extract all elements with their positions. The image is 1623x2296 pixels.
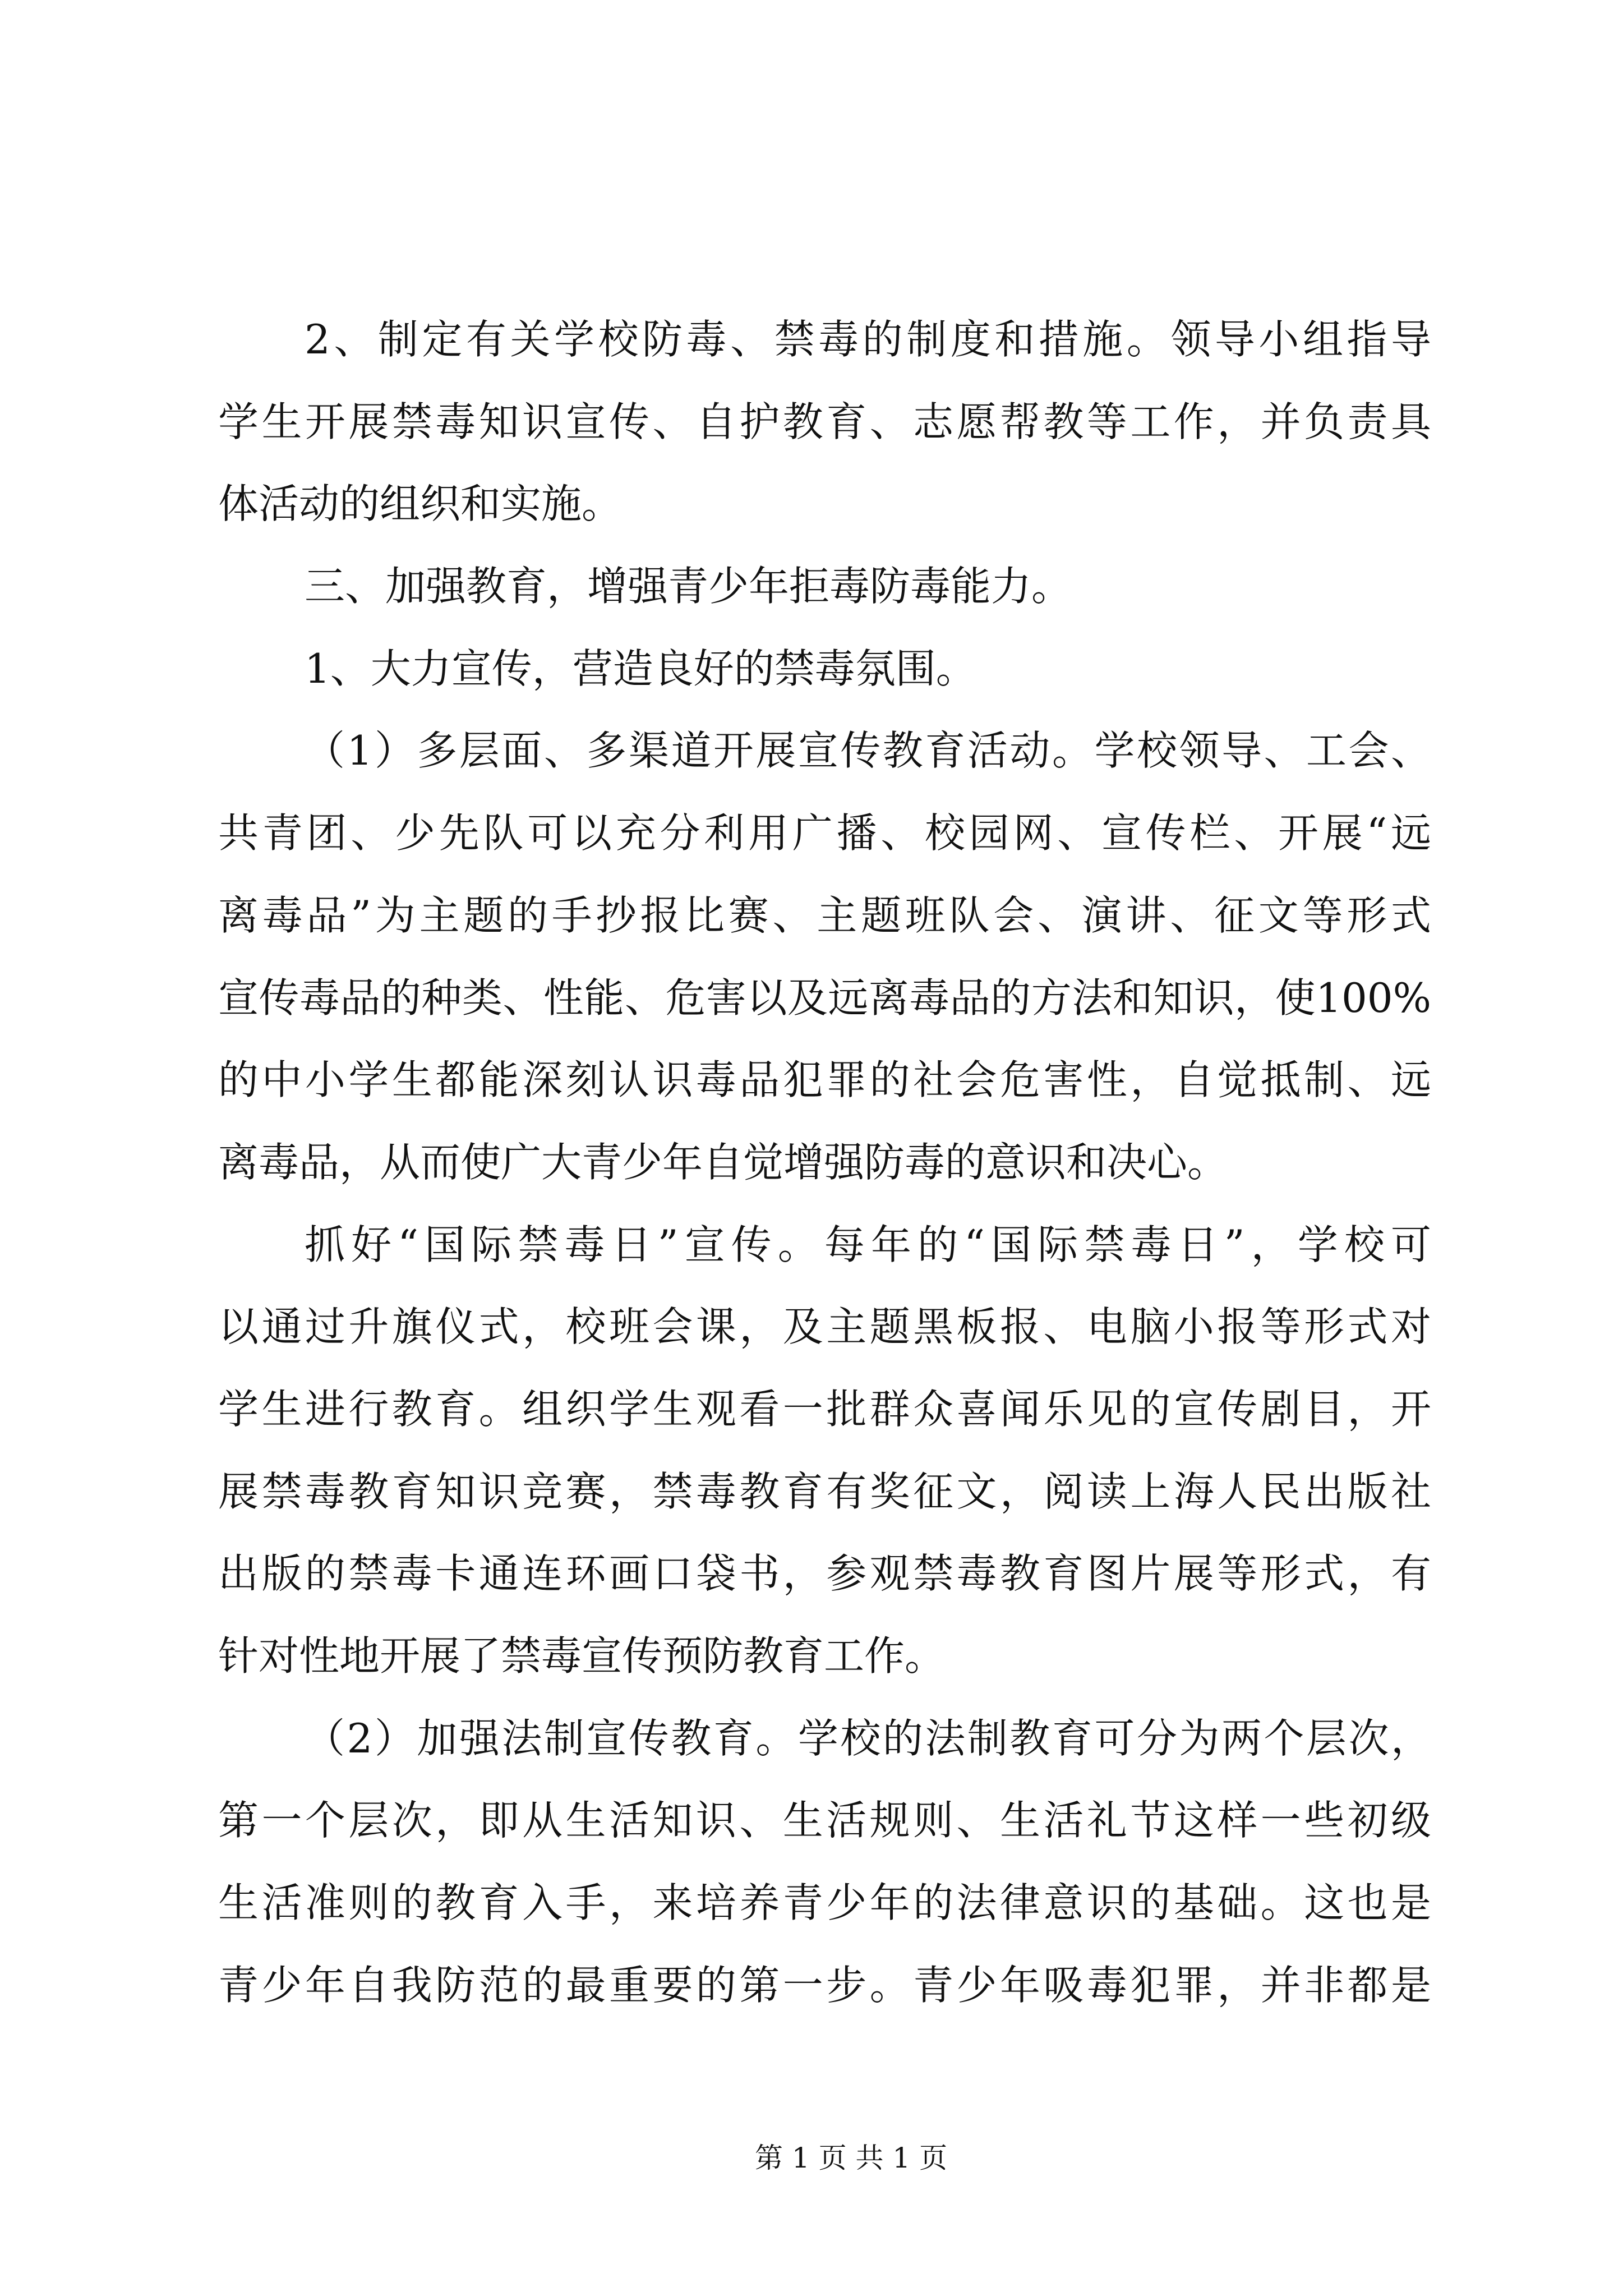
- paragraph-line: 体活动的组织和实施。: [218, 480, 623, 528]
- paragraph-line: 出版的禁毒卡通连环画口袋书，参观禁毒教育图片展等形式，有: [218, 1550, 1431, 1598]
- paragraph-line: 针对性地开展了禁毒宣传预防教育工作。: [218, 1632, 946, 1680]
- paragraph-line: 生活准则的教育入手，来培养青少年的法律意识的基础。这也是: [218, 1879, 1431, 1927]
- paragraph: [218, 298, 1431, 545]
- paragraph-line: 抓好“国际禁毒日”宣传。每年的“国际禁毒日”，学校可: [305, 1221, 1431, 1268]
- paragraph: [218, 1697, 1431, 2027]
- paragraph-line: 离毒品”为主题的手抄报比赛、主题班队会、演讲、征文等形式: [218, 891, 1431, 939]
- paragraph-line: 共青团、少先队可以充分利用广播、校园网、宣传栏、开展“远: [218, 809, 1431, 857]
- paragraph-line: 学生进行教育。组织学生观看一批群众喜闻乐见的宣传剧目，开: [218, 1385, 1431, 1433]
- paragraph-line: 展禁毒教育知识竞赛，禁毒教育有奖征文，阅读上海人民出版社: [218, 1467, 1431, 1515]
- paragraph-line: 青少年自我防范的最重要的第一步。青少年吸毒犯罪，并非都是: [218, 1961, 1431, 2009]
- paragraph-line: 离毒品，从而使广大青少年自觉增强防毒的意识和决心。: [218, 1138, 1228, 1186]
- section-heading: [218, 545, 1431, 628]
- document-body: [218, 298, 1431, 2026]
- paragraph-line: 以通过升旗仪式，校班会课，及主题黑板报、电脑小报等形式对: [218, 1303, 1431, 1351]
- paragraph-line: 学生开展禁毒知识宣传、自护教育、志愿帮教等工作，并负责具: [218, 398, 1431, 445]
- paragraph-line: 宣传毒品的种类、性能、危害以及远离毒品的方法和知识，使100%: [218, 974, 1431, 1022]
- paragraph: [218, 1204, 1431, 1697]
- paragraph: [218, 710, 1431, 1203]
- paragraph-line: （1）多层面、多渠道开展宣传教育活动。学校领导、工会、: [305, 727, 1431, 775]
- page-footer: 第 1 页 共 1 页: [755, 2142, 948, 2174]
- paragraph-line: 1、大力宣传，营造良好的禁毒氛围。: [305, 645, 976, 692]
- subsection-heading: [218, 628, 1431, 710]
- paragraph-line: 第一个层次，即从生活知识、生活规则、生活礼节这样一些初级: [218, 1797, 1431, 1844]
- paragraph-line: 三、加强教育，增强青少年拒毒防毒能力。: [305, 563, 1072, 610]
- paragraph-line: 2、制定有关学校防毒、禁毒的制度和措施。领导小组指导: [305, 316, 1431, 363]
- paragraph-line: （2）加强法制宣传教育。学校的法制教育可分为两个层次，: [305, 1714, 1431, 1762]
- paragraph-line: 的中小学生都能深刻认识毒品犯罪的社会危害性，自觉抵制、远: [218, 1056, 1431, 1104]
